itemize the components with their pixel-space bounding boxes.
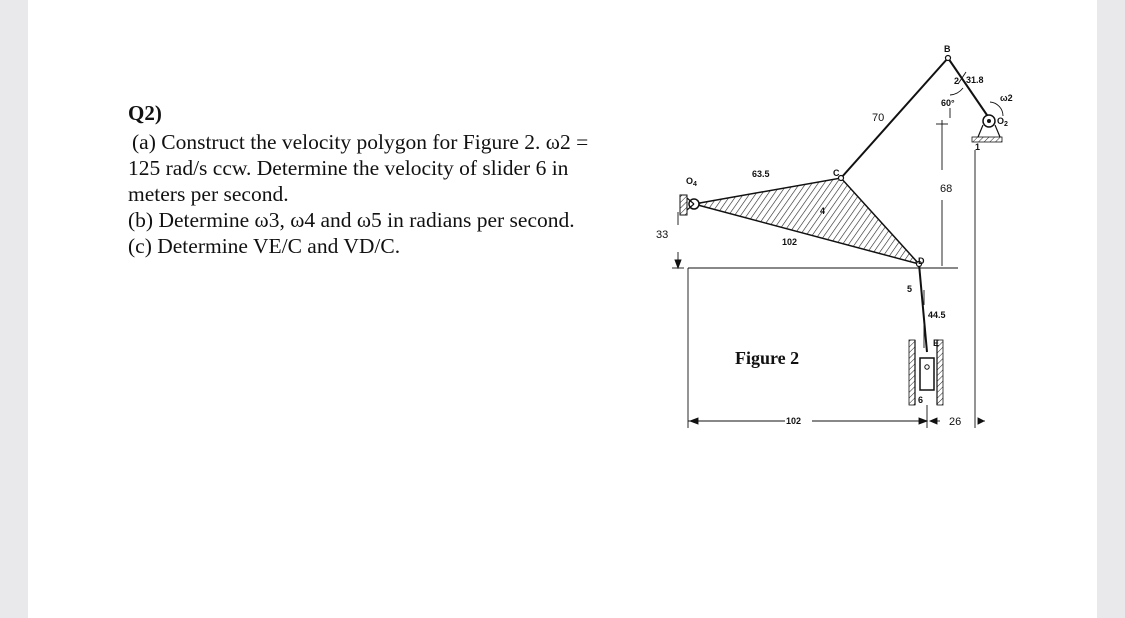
- link-3: [841, 58, 948, 178]
- dim-33: 33: [656, 229, 669, 241]
- dim-26: 26: [949, 416, 962, 428]
- label-omega: ω2: [1000, 93, 1013, 103]
- label-c: C: [833, 168, 840, 178]
- dim-70: 70: [872, 112, 885, 124]
- label-e: E: [933, 338, 940, 348]
- dimension-lines: [672, 72, 1003, 428]
- label-angle: 60°: [941, 98, 955, 108]
- dim-31-8: 31.8: [966, 75, 984, 85]
- dim-68: 68: [940, 183, 953, 195]
- part-a-line-3: meters per second.: [128, 182, 289, 206]
- part-a-line-2: 125 rad/s ccw. Determine the velocity of slider 6 in: [128, 156, 569, 180]
- label-d: D: [918, 256, 925, 266]
- figure-caption: Figure 2: [735, 348, 800, 368]
- label-link-6: 6: [918, 395, 924, 405]
- label-link-1: 1: [975, 142, 981, 152]
- part-c: (c) Determine VE/C and VD/C.: [128, 234, 401, 258]
- label-o2: $O_2$: [997, 116, 1008, 128]
- question-title: Q2): [128, 101, 162, 125]
- dim-44-5: 44.5: [928, 310, 946, 320]
- label-link-5: 5: [907, 284, 913, 294]
- dim-102-top: 102: [782, 237, 798, 247]
- label-link-4: 4: [820, 206, 826, 216]
- dim-63-5: 63.5: [752, 169, 770, 179]
- part-a-line-1: (a) Construct the velocity polygon for Figure 2. ω2 =: [132, 130, 589, 154]
- link-4-triangle: [694, 178, 919, 264]
- joint-b: [946, 56, 951, 61]
- part-b: (b) Determine ω3, ω4 and ω5 in radians per second.: [128, 208, 575, 232]
- link-5: [919, 264, 927, 352]
- dim-102-bottom: 102: [786, 416, 802, 426]
- ground-pivot-o4: [680, 195, 699, 215]
- link-2: [948, 58, 989, 118]
- label-o4: $O_4$: [686, 176, 697, 188]
- label-link-2: 2: [954, 76, 960, 86]
- label-b: B: [944, 44, 951, 54]
